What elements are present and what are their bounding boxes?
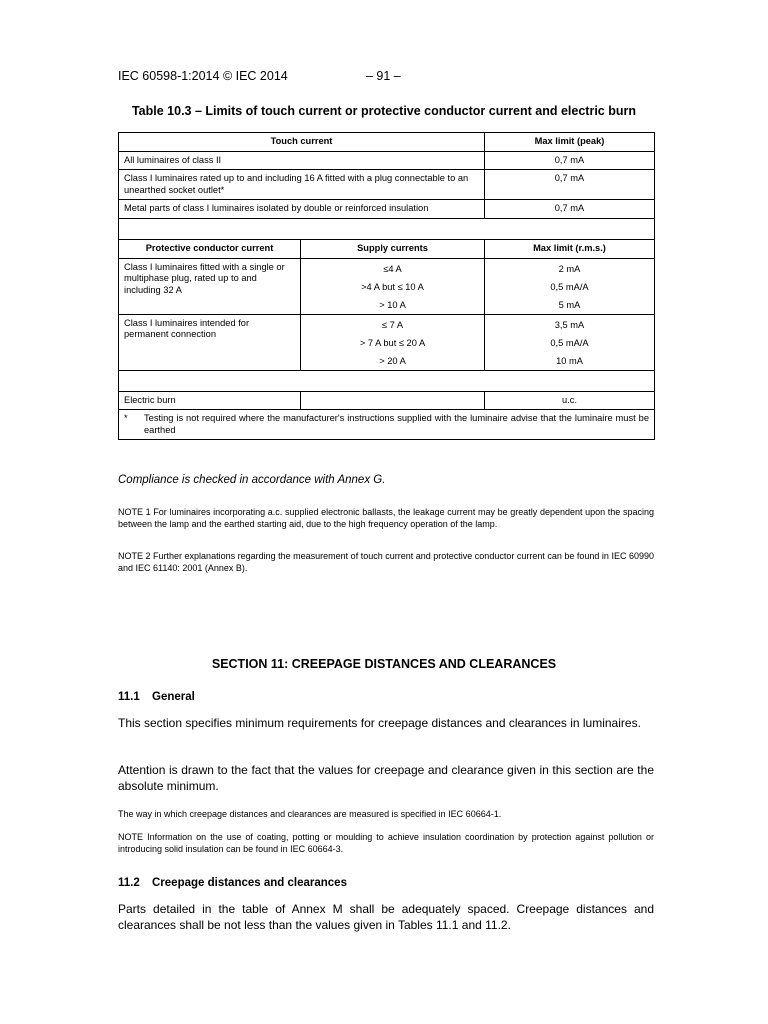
supply-currents-header: Supply currents [301, 240, 485, 259]
spacer-row [119, 370, 655, 391]
touch-row-limit: 0,7 mA [485, 151, 655, 170]
header-standard-id: IEC 60598-1:2014 © IEC 2014 [118, 69, 288, 83]
touch-row-limit: 0,7 mA [485, 200, 655, 219]
spacer-row [119, 219, 655, 240]
table-row [119, 258, 655, 314]
electric-burn-label: Electric burn [119, 391, 301, 410]
limit-value: 5 mA [558, 299, 581, 310]
touch-current-header: Touch current [119, 133, 485, 152]
max-limit-rms-header: Max limit (r.m.s.) [485, 240, 655, 259]
heading-title: General [152, 691, 195, 703]
paragraph-attention: Attention is drawn to the fact that the values for creepage and clearance given in this section are the absolute minimum. [118, 763, 654, 793]
touch-row-desc: Class I luminaires rated up to and including 16 A fitted with a plug connectable to an unearthed socket outlet* [119, 170, 485, 200]
paragraph-measurement: The way in which creepage distances and clearances are measured is specified in IEC 60664-1. [118, 809, 502, 819]
note-1: NOTE 1 For luminaires incorporating a.c. supplied electronic ballasts, the leakage current may be greatly dependent upon the spacing between the lamp and the earthed starting aid, due to the high frequency operation of the lamp. [118, 507, 654, 529]
limit-value: 3,5 mA [554, 319, 585, 330]
electric-burn-supply [301, 391, 485, 410]
supply-value: >4 A but ≤ 10 A [361, 281, 424, 292]
limit-value: 0,5 mA/A [550, 281, 589, 292]
protective-current-header: Protective conductor current [119, 240, 301, 259]
supply-value: ≤ 7 A [381, 319, 404, 330]
paragraph-scope: This section specifies minimum requirements for creepage distances and clearances in luminaires. [118, 716, 641, 730]
compliance-statement: Compliance is checked in accordance with Annex G. [118, 474, 386, 486]
touch-row-limit: 0,7 mA [485, 170, 655, 200]
paragraph-annex-m: Parts detailed in the table of Annex M shall be adequately spaced. Creepage distances and clearances shall be not less than the values given in Tables 11.1 and 11.2. [118, 902, 654, 932]
limit-value: 10 mA [556, 355, 583, 366]
heading-number: 11.2 [118, 877, 140, 889]
header-page-number: – 91 – [366, 69, 401, 83]
supply-list [301, 314, 485, 370]
heading-title: Creepage distances and clearances [152, 877, 347, 889]
supply-value: > 10 A [379, 299, 406, 310]
supply-value: > 20 A [379, 355, 406, 366]
footnote-mark: * [124, 413, 128, 424]
footnote-row [119, 410, 655, 440]
table-row [119, 151, 655, 170]
note-2: NOTE 2 Further explanations regarding the measurement of touch current and protective conductor current can be found in IEC 60990 and IEC 61140: 2001 (Annex B). [118, 551, 654, 573]
limits-table [118, 132, 655, 440]
supply-value: > 7 A but ≤ 20 A [359, 337, 426, 348]
limit-value: 0,5 mA/A [550, 337, 589, 348]
electric-burn-limit: u.c. [485, 391, 655, 410]
max-limit-peak-header: Max limit (peak) [485, 133, 655, 152]
table-row [119, 314, 655, 370]
protective-group-desc: Class I luminaires fitted with a single or multiphase plug, rated up to and including 32 A [119, 258, 301, 314]
heading-11-1 [118, 691, 195, 703]
table-row [119, 170, 655, 200]
section-title: SECTION 11: CREEPAGE DISTANCES AND CLEARANCES [211, 657, 557, 671]
table-row [119, 391, 655, 410]
protective-group-desc: Class I luminaires intended for permanent connection [119, 314, 301, 370]
heading-11-2 [118, 877, 347, 889]
table-caption: Table 10.3 – Limits of touch current or protective conductor current and electric burn [131, 104, 637, 118]
supply-value: ≤4 A [383, 263, 402, 274]
table-row [119, 200, 655, 219]
limit-list [485, 314, 655, 370]
footnote-text: Testing is not required where the manufacturer's instructions supplied with the luminaire advise that the luminaire must be earthed [144, 413, 649, 435]
note-insulation: NOTE Information on the use of coating, potting or moulding to achieve insulation coordination by protection against pollution or introducing solid insulation can be found in IEC 60664-3. [118, 832, 654, 854]
limit-value: 2 mA [558, 263, 581, 274]
touch-row-desc: All luminaires of class II [119, 151, 485, 170]
limit-list [485, 258, 655, 314]
touch-row-desc: Metal parts of class I luminaires isolated by double or reinforced insulation [119, 200, 485, 219]
heading-number: 11.1 [118, 691, 140, 703]
supply-list [301, 258, 485, 314]
